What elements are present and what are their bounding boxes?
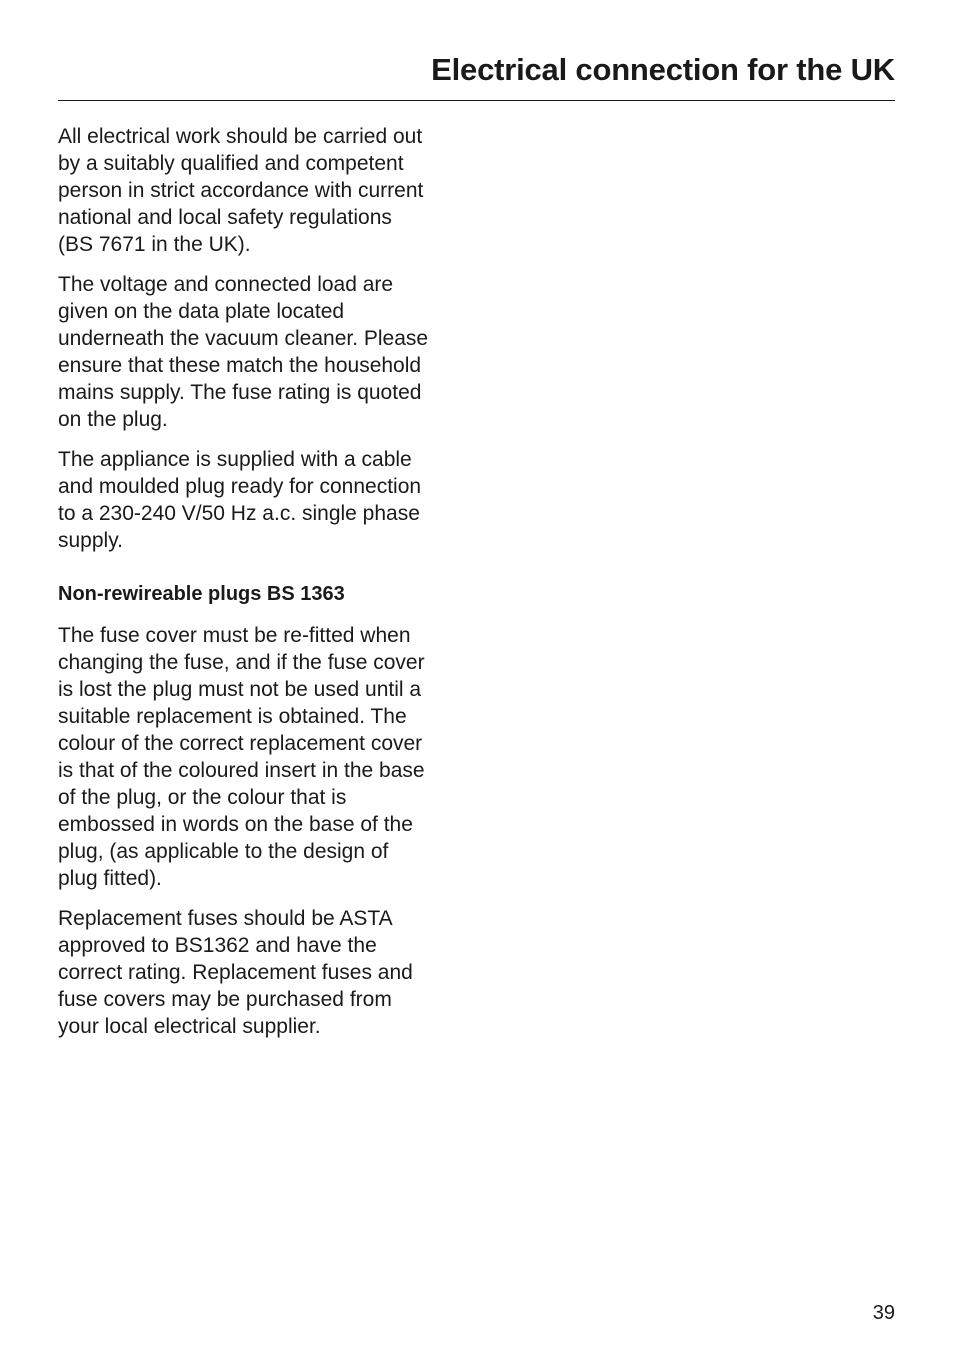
page-number: 39 bbox=[872, 1302, 895, 1324]
paragraph-fuse-cover: The fuse cover must be re-fitted when changing the fuse, and if the fuse cover is lost the plug must not be used until a suitable replacement is obtained. The colour of the correct replacement cover is that of the coloured insert in the base of the plug, or the colour that is embossed in words on the base of the plug, (as applicable to the design of plug fitted). bbox=[58, 624, 425, 890]
paragraph-replacement-fuses: Replacement fuses should be ASTA approved to BS1362 and have the correct rating. Replacement fuses and fuse covers may be purchased from your local electrical supplier. bbox=[58, 907, 413, 1038]
main-content bbox=[58, 123, 468, 1053]
title-divider bbox=[58, 100, 895, 101]
paragraph-cable-plug: The appliance is supplied with a cable and moulded plug ready for connection to a 230-240 V/50 Hz a.c. single phase supply. bbox=[58, 448, 422, 552]
section-heading-plugs: Non-rewireable plugs BS 1363 bbox=[58, 583, 345, 605]
paragraph-qualified-person: All electrical work should be carried out by a suitably qualified and competent person in strict accordance with current national and local safety regulations (BS 7671 in the UK). bbox=[58, 125, 424, 256]
page-title: Electrical connection for the UK bbox=[431, 52, 895, 87]
paragraph-voltage-load: The voltage and connected load are given on the data plate located underneath the vacuum cleaner. Please ensure that these match the household mains supply. The fuse rating is quoted on the plug. bbox=[58, 273, 429, 431]
